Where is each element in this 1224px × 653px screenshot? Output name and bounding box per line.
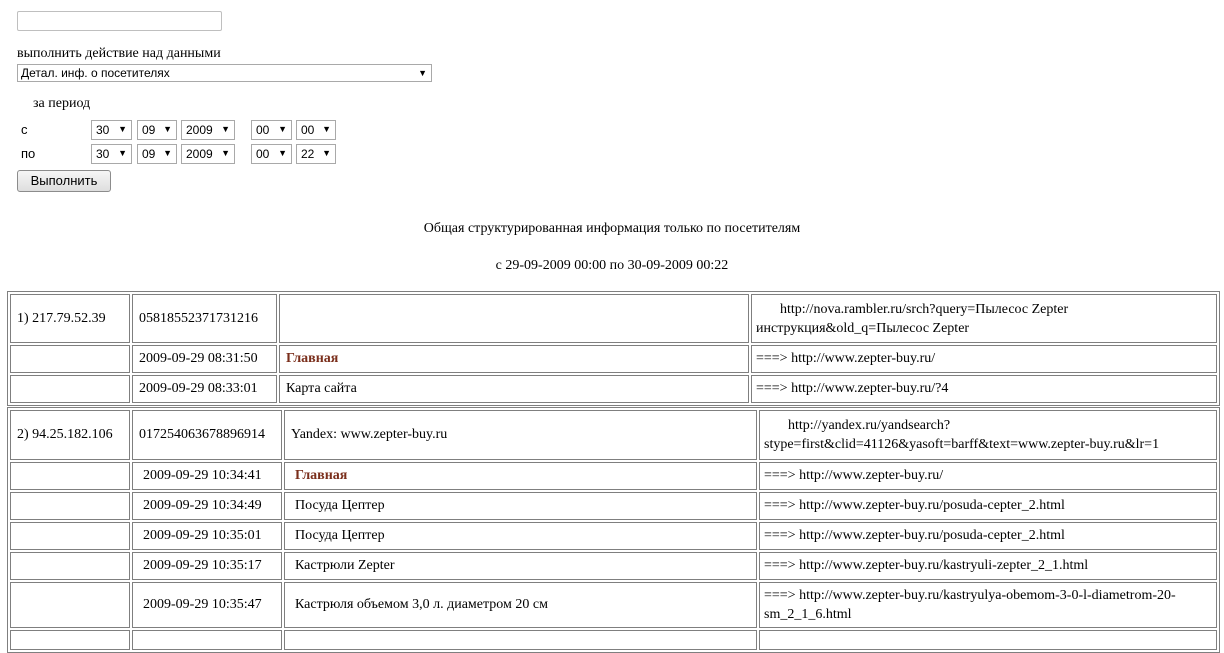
referrer-text: http://nova.rambler.ru/srch?query=Пылесос Zepter инструкция&old_q=Пылесос Zepter	[756, 301, 1069, 336]
from-year-value: 2009	[186, 123, 213, 137]
empty-cell	[10, 375, 130, 403]
empty-cell	[284, 630, 757, 650]
run-button[interactable]: Выполнить	[17, 170, 111, 192]
visit-url: ===> http://www.zepter-buy.ru/posuda-cepter_2.html	[759, 522, 1217, 550]
table-row	[10, 582, 1217, 628]
from-day-value: 30	[96, 123, 110, 137]
to-year-select[interactable]	[181, 144, 235, 164]
visit-page: Посуда Цептер	[284, 522, 757, 550]
from-month-value: 09	[142, 123, 156, 137]
from-minute-select[interactable]	[296, 120, 336, 140]
chevron-down-icon: ▼	[118, 124, 127, 134]
visit-url: ===> http://www.zepter-buy.ru/	[759, 462, 1217, 490]
visitor-referrer	[751, 294, 1217, 343]
visitor-row	[10, 410, 1217, 460]
report-title: Общая структурированная информация только по посетителям	[423, 221, 801, 236]
visitor-table-1	[7, 291, 1220, 406]
visitor-row	[10, 294, 1217, 343]
visitor-id: 017254063678896914	[132, 410, 282, 460]
from-month-select[interactable]	[137, 120, 177, 140]
table-row	[10, 462, 1217, 490]
visit-url: ===> http://www.zepter-buy.ru/	[751, 345, 1217, 373]
from-minute-value: 00	[301, 123, 315, 137]
to-month-value: 09	[142, 147, 156, 161]
period-label: за период	[33, 96, 91, 111]
visit-url: ===> http://www.zepter-buy.ru/kastryuli-zepter_2_1.html	[759, 552, 1217, 580]
visit-page: Кастрюли Zepter	[284, 552, 757, 580]
from-year-select[interactable]	[181, 120, 235, 140]
empty-cell	[10, 462, 130, 490]
search-input[interactable]	[17, 11, 222, 31]
report-period: с 29-09-2009 00:00 по 30-09-2009 00:22	[495, 258, 729, 273]
empty-cell	[10, 630, 130, 650]
visitor-ip: 1) 217.79.52.39	[10, 294, 130, 343]
visit-page: Кастрюля объемом 3,0 л. диаметром 20 см	[284, 582, 757, 628]
empty-cell	[759, 630, 1217, 650]
visit-page: Главная	[284, 462, 757, 490]
empty-cell	[10, 345, 130, 373]
table-row	[10, 345, 1217, 373]
chevron-down-icon: ▼	[278, 148, 287, 158]
visitor-ip: 2) 94.25.182.106	[10, 410, 130, 460]
table-row	[10, 552, 1217, 580]
chevron-down-icon: ▼	[163, 148, 172, 158]
visit-page: Главная	[279, 345, 749, 373]
empty-cell	[10, 582, 130, 628]
to-minute-select[interactable]	[296, 144, 336, 164]
visit-time: 2009-09-29 08:31:50	[132, 345, 277, 373]
chevron-down-icon: ▼	[278, 124, 287, 134]
visitor-id: 05818552371731216	[132, 294, 277, 343]
chevron-down-icon: ▼	[118, 148, 127, 158]
visitor-source	[279, 294, 749, 343]
table-row	[10, 492, 1217, 520]
from-label: с	[21, 122, 28, 137]
to-hour-select[interactable]	[251, 144, 292, 164]
action-select-value: Детал. инф. о посетителях	[21, 66, 170, 80]
visit-page: Посуда Цептер	[284, 492, 757, 520]
visit-time: 2009-09-29 10:35:01	[132, 522, 282, 550]
from-hour-select[interactable]	[251, 120, 292, 140]
chevron-down-icon: ▼	[418, 68, 427, 78]
visit-time: 2009-09-29 08:33:01	[132, 375, 277, 403]
action-label: выполнить действие над данными	[17, 46, 221, 61]
to-minute-value: 22	[301, 147, 315, 161]
visit-time: 2009-09-29 10:35:17	[132, 552, 282, 580]
visit-page: Карта сайта	[279, 375, 749, 403]
to-month-select[interactable]	[137, 144, 177, 164]
empty-cell	[10, 522, 130, 550]
table-row	[10, 630, 1217, 650]
visit-time: 2009-09-29 10:35:47	[132, 582, 282, 628]
empty-cell	[10, 492, 130, 520]
chevron-down-icon: ▼	[163, 124, 172, 134]
to-day-select[interactable]	[91, 144, 132, 164]
visit-url: ===> http://www.zepter-buy.ru/kastryulya-obemom-3-0-l-diametrom-20-sm_2_1_6.html	[759, 582, 1217, 628]
table-row	[10, 522, 1217, 550]
chevron-down-icon: ▼	[322, 148, 331, 158]
to-hour-value: 00	[256, 147, 270, 161]
visit-time: 2009-09-29 10:34:49	[132, 492, 282, 520]
from-day-select[interactable]	[91, 120, 132, 140]
referrer-text: http://yandex.ru/yandsearch?stype=first&clid=41126&yasoft=barff&text=www.zepter-buy.ru&lr=1	[764, 418, 1160, 452]
visitor-referrer	[759, 410, 1217, 460]
table-row	[10, 375, 1217, 403]
visitor-source: Yandex: www.zepter-buy.ru	[284, 410, 757, 460]
from-hour-value: 00	[256, 123, 270, 137]
chevron-down-icon: ▼	[221, 148, 230, 158]
to-label: по	[21, 146, 36, 161]
visitor-table-2	[7, 407, 1220, 653]
empty-cell	[132, 630, 282, 650]
chevron-down-icon: ▼	[322, 124, 331, 134]
to-year-value: 2009	[186, 147, 213, 161]
action-select[interactable]	[17, 64, 432, 82]
visit-url: ===> http://www.zepter-buy.ru/posuda-cepter_2.html	[759, 492, 1217, 520]
visit-url: ===> http://www.zepter-buy.ru/?4	[751, 375, 1217, 403]
to-day-value: 30	[96, 147, 110, 161]
chevron-down-icon: ▼	[221, 124, 230, 134]
empty-cell	[10, 552, 130, 580]
visit-time: 2009-09-29 10:34:41	[132, 462, 282, 490]
